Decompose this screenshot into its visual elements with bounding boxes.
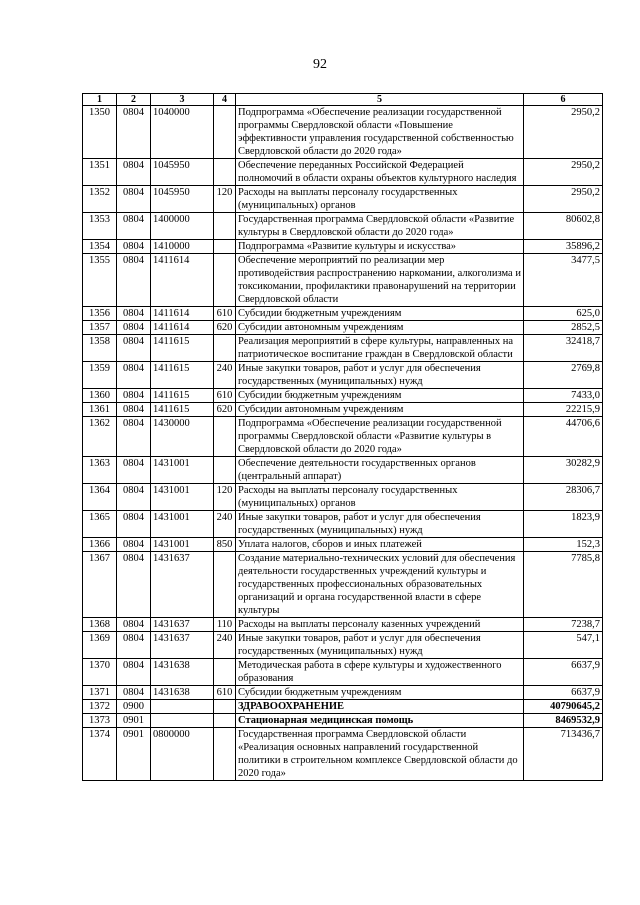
table-row [83, 240, 603, 254]
description-cell: Субсидии бюджетным учреждениям [236, 389, 524, 403]
description-cell: Подпрограмма «Обеспечение реализации государственной программы Свердловской области «Развитие культуры в Свердловской области до 2020 года» [236, 417, 524, 457]
row-number-cell: 1355 [83, 254, 117, 307]
row-number-cell: 1372 [83, 700, 117, 714]
target-article-cell: 1431638 [151, 686, 214, 700]
table-row [83, 106, 603, 159]
section-code-cell: 0804 [117, 417, 151, 457]
header-cell: 2 [117, 94, 151, 106]
table-row [83, 552, 603, 618]
description-cell: Иные закупки товаров, работ и услуг для обеспечения государственных (муниципальных) нужд [236, 362, 524, 389]
expense-type-cell [214, 700, 236, 714]
table-row [83, 362, 603, 389]
target-article-cell: 1045950 [151, 159, 214, 186]
target-article-cell: 1045950 [151, 186, 214, 213]
row-number-cell: 1373 [83, 714, 117, 728]
amount-cell: 44706,6 [524, 417, 603, 457]
row-number-cell: 1366 [83, 538, 117, 552]
target-article-cell: 1411614 [151, 307, 214, 321]
section-code-cell: 0804 [117, 552, 151, 618]
row-number-cell: 1354 [83, 240, 117, 254]
target-article-cell: 1411614 [151, 254, 214, 307]
description-cell: Расходы на выплаты персоналу государственных (муниципальных) органов [236, 186, 524, 213]
table-row [83, 213, 603, 240]
expense-type-cell: 240 [214, 632, 236, 659]
amount-cell: 22215,9 [524, 403, 603, 417]
table-row [83, 254, 603, 307]
expense-type-cell: 610 [214, 389, 236, 403]
table-row [83, 159, 603, 186]
header-cell: 4 [214, 94, 236, 106]
expense-type-cell [214, 240, 236, 254]
amount-cell: 625,0 [524, 307, 603, 321]
amount-cell: 2950,2 [524, 159, 603, 186]
section-code-cell: 0901 [117, 714, 151, 728]
table-row [83, 714, 603, 728]
table-row [83, 659, 603, 686]
header-cell: 6 [524, 94, 603, 106]
amount-cell: 2769,8 [524, 362, 603, 389]
table-row [83, 403, 603, 417]
description-cell: Обеспечение деятельности государственных органов (центральный аппарат) [236, 457, 524, 484]
description-cell: Субсидии автономным учреждениям [236, 403, 524, 417]
section-code-cell: 0900 [117, 700, 151, 714]
amount-cell: 30282,9 [524, 457, 603, 484]
row-number-cell: 1365 [83, 511, 117, 538]
expense-type-cell [214, 552, 236, 618]
description-cell: Создание материально-технических условий для обеспечения деятельности государственных учреждений культуры и государственных профессиональных образовательных организаций и органа государственной власти в сфере культуры [236, 552, 524, 618]
section-code-cell: 0804 [117, 511, 151, 538]
amount-cell: 152,3 [524, 538, 603, 552]
section-code-cell: 0804 [117, 389, 151, 403]
description-cell: Субсидии бюджетным учреждениям [236, 307, 524, 321]
section-code-cell: 0804 [117, 335, 151, 362]
row-number-cell: 1368 [83, 618, 117, 632]
table-row [83, 728, 603, 781]
table-row [83, 618, 603, 632]
section-code-cell: 0804 [117, 659, 151, 686]
row-number-cell: 1362 [83, 417, 117, 457]
target-article-cell: 1431637 [151, 632, 214, 659]
expense-type-cell: 120 [214, 186, 236, 213]
target-article-cell [151, 714, 214, 728]
row-number-cell: 1370 [83, 659, 117, 686]
table-row [83, 686, 603, 700]
row-number-cell: 1359 [83, 362, 117, 389]
row-number-cell: 1358 [83, 335, 117, 362]
section-code-cell: 0804 [117, 484, 151, 511]
header-cell: 1 [83, 94, 117, 106]
description-cell: Государственная программа Свердловской области «Развитие культуры в Свердловской области до 2020 года» [236, 213, 524, 240]
row-number-cell: 1360 [83, 389, 117, 403]
row-number-cell: 1350 [83, 106, 117, 159]
table-row [83, 186, 603, 213]
row-number-cell: 1367 [83, 552, 117, 618]
row-number-cell: 1363 [83, 457, 117, 484]
table-row [83, 307, 603, 321]
description-cell: Иные закупки товаров, работ и услуг для обеспечения государственных (муниципальных) нужд [236, 632, 524, 659]
section-code-cell: 0804 [117, 213, 151, 240]
description-cell: Иные закупки товаров, работ и услуг для обеспечения государственных (муниципальных) нужд [236, 511, 524, 538]
target-article-cell: 1040000 [151, 106, 214, 159]
amount-cell: 3477,5 [524, 254, 603, 307]
table-row [83, 417, 603, 457]
description-cell: Подпрограмма «Развитие культуры и искусства» [236, 240, 524, 254]
target-article-cell: 1400000 [151, 213, 214, 240]
row-number-cell: 1364 [83, 484, 117, 511]
table-row [83, 321, 603, 335]
row-number-cell: 1369 [83, 632, 117, 659]
row-number-cell: 1351 [83, 159, 117, 186]
target-article-cell: 1431638 [151, 659, 214, 686]
section-code-cell: 0804 [117, 240, 151, 254]
description-cell: Расходы на выплаты персоналу государственных (муниципальных) органов [236, 484, 524, 511]
amount-cell: 35896,2 [524, 240, 603, 254]
target-article-cell: 1411614 [151, 321, 214, 335]
table-row [83, 538, 603, 552]
description-cell: Уплата налогов, сборов и иных платежей [236, 538, 524, 552]
amount-cell: 80602,8 [524, 213, 603, 240]
row-number-cell: 1352 [83, 186, 117, 213]
expense-type-cell: 610 [214, 686, 236, 700]
expense-type-cell [214, 254, 236, 307]
target-article-cell: 1431637 [151, 618, 214, 632]
table-row [83, 457, 603, 484]
description-cell: Подпрограмма «Обеспечение реализации государственной программы Свердловской области «Повышение эффективности управления государственной собственностью Свердловской области до 2020 года» [236, 106, 524, 159]
amount-cell: 2950,2 [524, 186, 603, 213]
amount-cell: 547,1 [524, 632, 603, 659]
target-article-cell: 1410000 [151, 240, 214, 254]
target-article-cell: 1431001 [151, 484, 214, 511]
row-number-cell: 1374 [83, 728, 117, 781]
description-cell: Расходы на выплаты персоналу казенных учреждений [236, 618, 524, 632]
section-code-cell: 0804 [117, 457, 151, 484]
amount-cell: 7238,7 [524, 618, 603, 632]
target-article-cell [151, 700, 214, 714]
section-code-cell: 0804 [117, 686, 151, 700]
expense-type-cell: 620 [214, 321, 236, 335]
section-code-cell: 0804 [117, 321, 151, 335]
table-row [83, 335, 603, 362]
expense-type-cell [214, 335, 236, 362]
amount-cell: 8469532,9 [524, 714, 603, 728]
amount-cell: 6637,9 [524, 659, 603, 686]
amount-cell: 2852,5 [524, 321, 603, 335]
description-cell: Обеспечение переданных Российской Федерацией полномочий в области охраны объектов культурного наследия [236, 159, 524, 186]
expense-type-cell [214, 213, 236, 240]
target-article-cell: 1431001 [151, 538, 214, 552]
expense-type-cell [214, 659, 236, 686]
header-cell: 5 [236, 94, 524, 106]
section-code-cell: 0804 [117, 618, 151, 632]
amount-cell: 7433,0 [524, 389, 603, 403]
row-number-cell: 1361 [83, 403, 117, 417]
header-row [83, 94, 603, 106]
description-cell: Субсидии автономным учреждениям [236, 321, 524, 335]
target-article-cell: 1411615 [151, 335, 214, 362]
amount-cell: 32418,7 [524, 335, 603, 362]
target-article-cell: 1411615 [151, 362, 214, 389]
section-code-cell: 0804 [117, 254, 151, 307]
section-code-cell: 0804 [117, 632, 151, 659]
expense-type-cell [214, 457, 236, 484]
section-code-cell: 0901 [117, 728, 151, 781]
target-article-cell: 1431637 [151, 552, 214, 618]
expense-type-cell [214, 417, 236, 457]
expense-type-cell [214, 106, 236, 159]
expense-type-cell: 240 [214, 511, 236, 538]
amount-cell: 40790645,2 [524, 700, 603, 714]
row-number-cell: 1353 [83, 213, 117, 240]
section-code-cell: 0804 [117, 159, 151, 186]
table-row [83, 389, 603, 403]
section-code-cell: 0804 [117, 538, 151, 552]
amount-cell: 7785,8 [524, 552, 603, 618]
table-row [83, 511, 603, 538]
budget-table [82, 93, 603, 781]
amount-cell: 6637,9 [524, 686, 603, 700]
table-row [83, 484, 603, 511]
description-cell: Стационарная медицинская помощь [236, 714, 524, 728]
expense-type-cell [214, 159, 236, 186]
target-article-cell: 1431001 [151, 457, 214, 484]
expense-type-cell: 120 [214, 484, 236, 511]
expense-type-cell: 110 [214, 618, 236, 632]
amount-cell: 713436,7 [524, 728, 603, 781]
amount-cell: 1823,9 [524, 511, 603, 538]
table-row [83, 632, 603, 659]
description-cell: ЗДРАВООХРАНЕНИЕ [236, 700, 524, 714]
target-article-cell: 1430000 [151, 417, 214, 457]
header-cell: 3 [151, 94, 214, 106]
expense-type-cell: 620 [214, 403, 236, 417]
section-code-cell: 0804 [117, 403, 151, 417]
section-code-cell: 0804 [117, 186, 151, 213]
expense-type-cell [214, 728, 236, 781]
section-code-cell: 0804 [117, 307, 151, 321]
section-code-cell: 0804 [117, 106, 151, 159]
row-number-cell: 1371 [83, 686, 117, 700]
description-cell: Обеспечение мероприятий по реализации мер противодействия распространению наркомании, алкоголизма и токсикомании, профилактики правонарушений на территории Свердловской области [236, 254, 524, 307]
expense-type-cell: 850 [214, 538, 236, 552]
row-number-cell: 1357 [83, 321, 117, 335]
page-number: 92 [313, 57, 327, 72]
target-article-cell: 1411615 [151, 389, 214, 403]
amount-cell: 28306,7 [524, 484, 603, 511]
description-cell: Реализация мероприятий в сфере культуры, направленных на патриотическое воспитание граждан в Свердловской области [236, 335, 524, 362]
description-cell: Государственная программа Свердловской области «Реализация основных направлений государственной политики в строительном комплексе Свердловской области до 2020 года» [236, 728, 524, 781]
target-article-cell: 1431001 [151, 511, 214, 538]
description-cell: Методическая работа в сфере культуры и художественного образования [236, 659, 524, 686]
section-code-cell: 0804 [117, 362, 151, 389]
table-row [83, 700, 603, 714]
target-article-cell: 0800000 [151, 728, 214, 781]
expense-type-cell: 610 [214, 307, 236, 321]
amount-cell: 2950,2 [524, 106, 603, 159]
expense-type-cell [214, 714, 236, 728]
target-article-cell: 1411615 [151, 403, 214, 417]
description-cell: Субсидии бюджетным учреждениям [236, 686, 524, 700]
expense-type-cell: 240 [214, 362, 236, 389]
table-body [83, 106, 603, 781]
row-number-cell: 1356 [83, 307, 117, 321]
